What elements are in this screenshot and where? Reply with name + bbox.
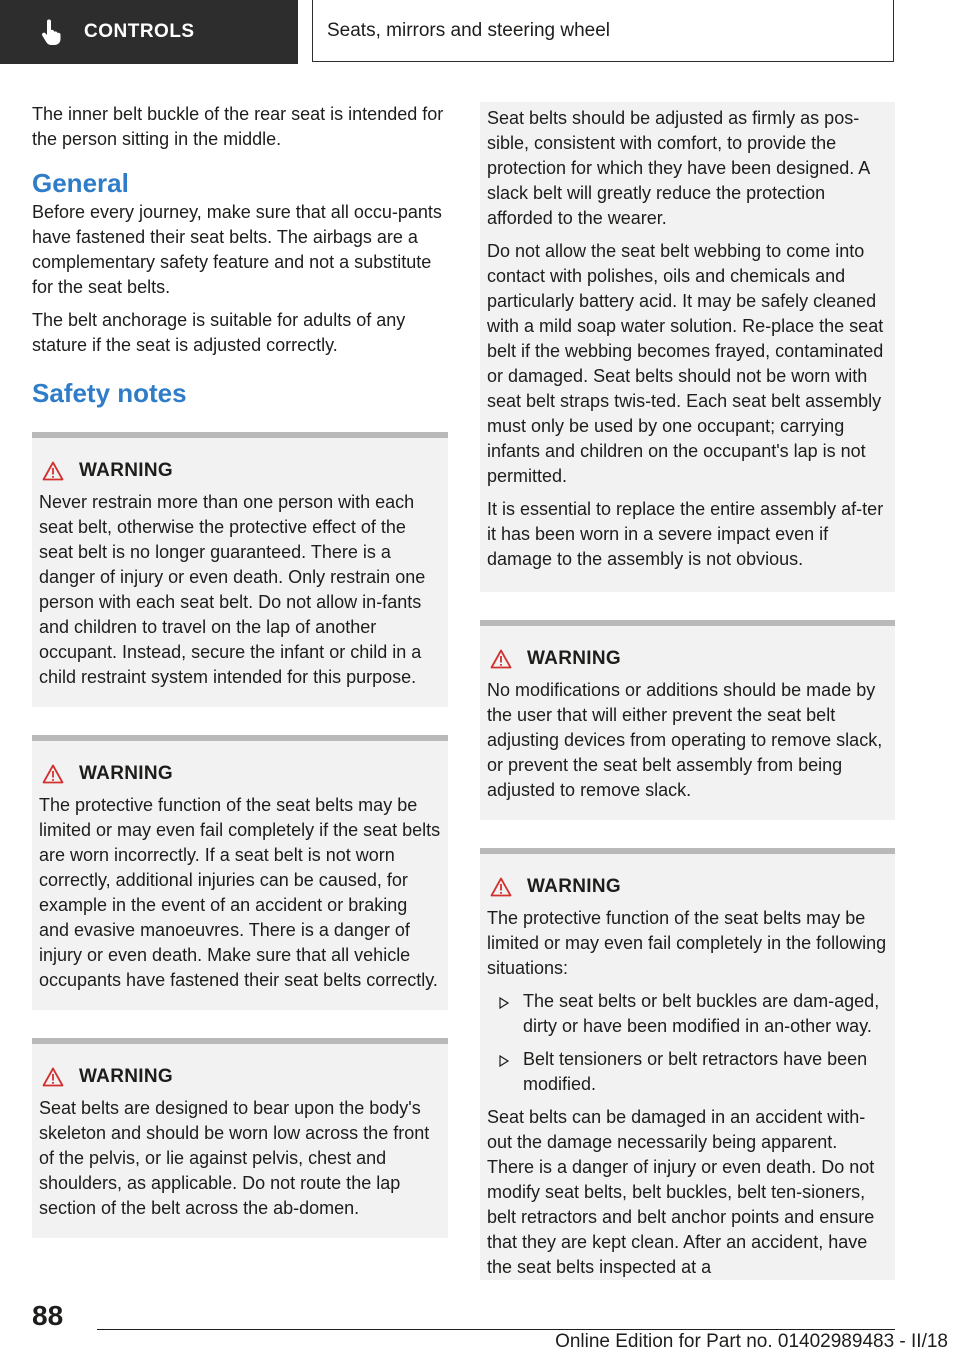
intro-paragraph: The inner belt buckle of the rear seat is intended for the person sitting in the middle. <box>32 104 444 149</box>
warning-text: Seat belts can be damaged in an accident with‐out the damage necessarily being apparent. There is a danger of injury or even death. Do not modify seat belts, belt buckles, belt ten‐sioners, belt retractors and belt anchor points and ensure that they are kept clean. After an accident, have the seat belts inspected at a <box>487 1107 875 1277</box>
general-paragraph-1: Before every journey, make sure that all occu‐pants have fastened their seat belts. The airbags are a complementary safety feature and not a substitute for the seat belts. <box>32 202 442 297</box>
list-item <box>487 989 888 1039</box>
chapter-title: Seats, mirrors and steering wheel <box>327 19 611 41</box>
warning-header <box>487 646 888 672</box>
continued-paragraph-2: Do not allow the seat belt webbing to come into contact with polishes, oils and chemicals and particularly battery acid. It may be safely cleaned with a mild soap water solution. Re‐place the seat belt if the webbing becomes frayed, contaminated or damaged. Seat belts should not be worn with seat belt straps twis‐ted. Each seat belt assembly must only be used by one occupant; carrying infants and children on the occupant's lap is not permitted. <box>487 241 884 486</box>
warning-box-4 <box>480 620 895 820</box>
bullet-text: The seat belts or belt buckles are dam‐aged, dirty or have been modified in an‐other way. <box>523 991 880 1036</box>
warning-label: WARNING <box>527 648 621 669</box>
bullet-text: Belt tensioners or belt retractors have been modified. <box>523 1049 868 1094</box>
warning-triangle-icon <box>490 877 512 897</box>
warning-triangle-icon <box>42 764 64 784</box>
warning-header <box>487 874 888 900</box>
warning-box-1 <box>32 432 448 707</box>
warning-triangle-icon <box>490 649 512 669</box>
warning-box-3 <box>32 1038 448 1238</box>
continued-paragraph-1: Seat belts should be adjusted as firmly as pos‐sible, consistent with comfort, to provide the protection for which they have been designed. A slack belt will greatly reduce the protection afforded to the wearer. <box>487 108 870 228</box>
right-column <box>480 102 895 1288</box>
continued-paragraph-3: It is essential to replace the entire assembly af‐ter it has been worn in a severe impact even if damage to the assembly is not obvious. <box>487 499 884 569</box>
warning-text: No modifications or additions should be made by the user that will either prevent the seat belt adjusting devices from operating to remove slack, or prevent the seat belt assembly from being adjusted to remove slack. <box>487 680 883 800</box>
warning-label: WARNING <box>79 1066 173 1087</box>
warning-intro: The protective function of the seat belts may be limited or may even fail completely in the following situations: <box>487 908 887 978</box>
page-number: 88 <box>32 1300 64 1331</box>
warning-triangle-icon <box>42 461 64 481</box>
heading-general: General <box>32 168 129 198</box>
chapter-box <box>312 0 894 62</box>
warning-label: WARNING <box>527 876 621 897</box>
heading-safety-notes: Safety notes <box>32 378 187 408</box>
footer-edition: Online Edition for Part no. 01402989483 - II/18 <box>555 1331 948 1352</box>
general-paragraph-2: The belt anchorage is suitable for adults of any stature if the seat is adjusted correctly. <box>32 310 406 355</box>
warning-text: Never restrain more than one person with each seat belt, otherwise the protective effect of the seat belt is no longer guaranteed. There is a danger of injury or even death. Only restrain one person with each seat belt. Do not allow in‐fants and children to travel on the lap of another occupant. Instead, secure the infant or child in a child restraint system intended for this purpose. <box>39 492 426 687</box>
bullet-triangle-icon <box>499 997 509 1009</box>
warning-triangle-icon <box>42 1067 64 1087</box>
warning-text: The protective function of the seat belts may be limited or may even fail completely if the seat belts are worn incorrectly. If a seat belt is not worn correctly, additional injuries can be caused, for example in the event of an accident or braking and evasive manoeuvres. There is a danger of injury or even death. Make sure that all vehicle occupants have fastened their seat belts correctly. <box>39 795 441 990</box>
list-item <box>487 1047 888 1097</box>
continued-warning-box <box>480 102 895 592</box>
section-tab <box>0 0 298 64</box>
warning-text: Seat belts are designed to bear upon the body's skeleton and should be worn low across the front of the pelvis, or lie against pelvis, chest and shoulders, as applicable. Do not route the lap section of the belt across the ab‐domen. <box>39 1098 430 1218</box>
bullet-triangle-icon <box>499 1055 509 1067</box>
left-column <box>32 102 448 1266</box>
warning-box-2 <box>32 735 448 1010</box>
warning-box-5 <box>480 848 895 1280</box>
section-title: CONTROLS <box>84 21 195 42</box>
bullet-list <box>487 989 888 1097</box>
warning-label: WARNING <box>79 763 173 784</box>
hand-pointer-icon <box>40 18 64 46</box>
warning-header <box>39 761 441 787</box>
warning-header <box>39 1064 441 1090</box>
footer-rule <box>97 1329 895 1330</box>
warning-label: WARNING <box>79 460 173 481</box>
warning-header <box>39 458 441 484</box>
